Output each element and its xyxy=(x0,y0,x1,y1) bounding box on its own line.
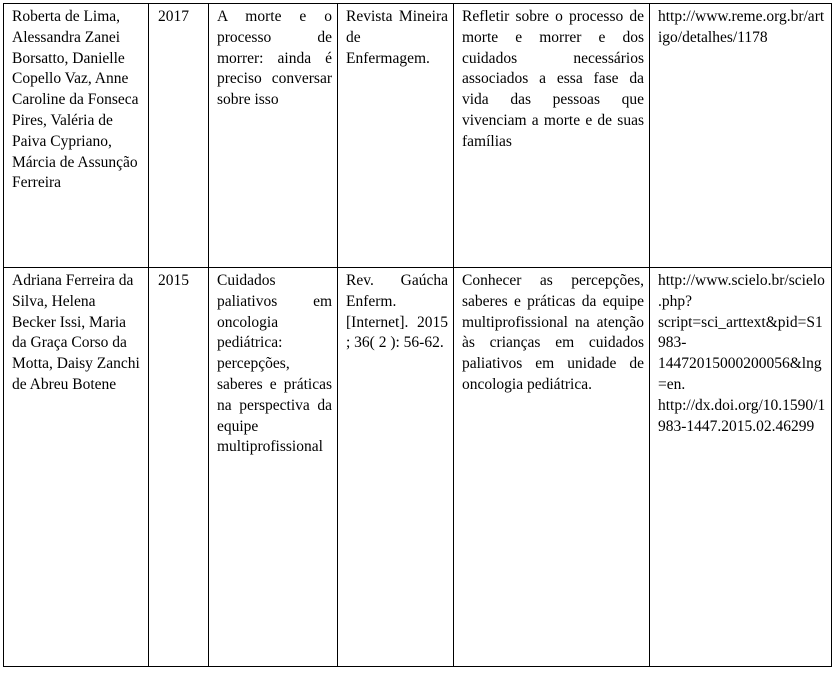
objective-cell: Conhecer as percepções, saberes e práticas da equipe multiprofissional na atenção às crianças em cuidados paliativos em unidade de oncologia pediátrica. xyxy=(454,268,650,667)
link-cell: http://www.reme.org.br/artigo/detalhes/1178 xyxy=(650,4,832,268)
objective-cell: Refletir sobre o processo de morte e morrer e dos cuidados necessários associados a essa fase da vida das pessoas que vivenciam a morte e de suas famílias xyxy=(454,4,650,268)
table-row xyxy=(4,268,832,667)
title-cell: A morte e o processo de morrer: ainda é preciso conversar sobre isso xyxy=(209,4,338,268)
year-cell: 2017 xyxy=(149,4,209,268)
authors-cell: Adriana Ferreira da Silva, Helena Becker Issi, Maria da Graça Corso da Motta, Daisy Zanchi de Abreu Botene xyxy=(4,268,149,667)
authors-cell: Roberta de Lima, Alessandra Zanei Borsatto, Danielle Copello Vaz, Anne Caroline da Fonseca Pires, Valéria de Paiva Cypriano, Márcia de Assunção Ferreira xyxy=(4,4,149,268)
year-cell: 2015 xyxy=(149,268,209,667)
link-cell: http://www.scielo.br/scielo.php?script=sci_arttext&pid=S1983-14472015000200056&lng=en. http://dx.doi.org/10.1590/1983-1447.2015.02.46299 xyxy=(650,268,832,667)
references-table xyxy=(3,3,832,667)
journal-cell: Rev. Gaúcha Enferm. [Internet]. 2015 ; 36( 2 ): 56-62. xyxy=(338,268,454,667)
table-row xyxy=(4,4,832,268)
title-cell: Cuidados paliativos em oncologia pediátrica: percepções, saberes e práticas na perspectiva da equipe multiprofissional xyxy=(209,268,338,667)
journal-cell: Revista Mineira de Enfermagem. xyxy=(338,4,454,268)
